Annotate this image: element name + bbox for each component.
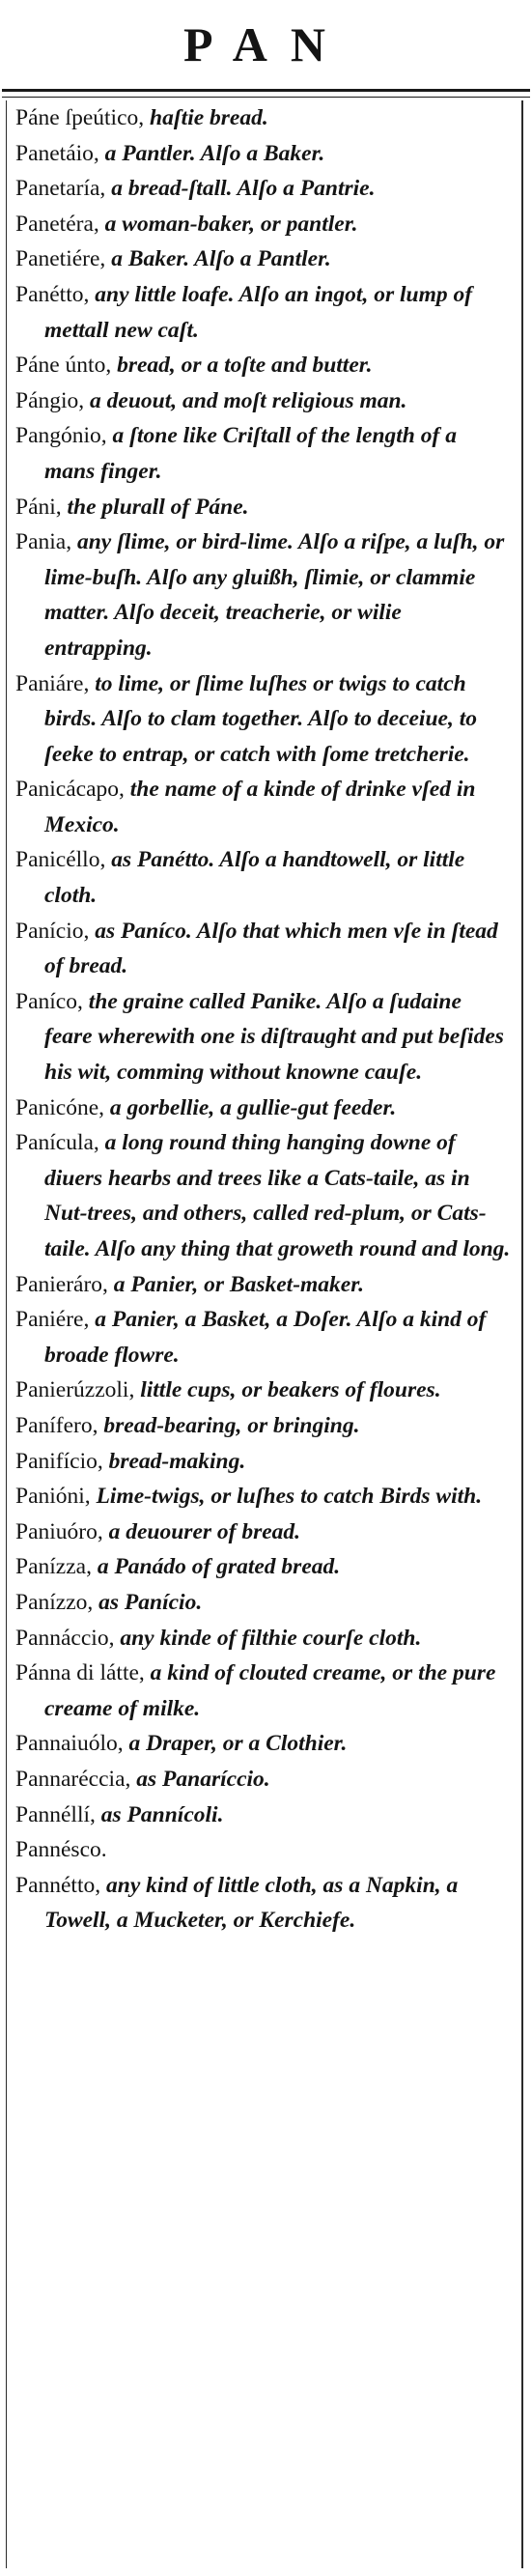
dictionary-entry xyxy=(15,1302,512,1373)
entry-headword: Panetaría, xyxy=(15,176,106,202)
entry-headword: Panicóne, xyxy=(15,1094,105,1120)
dictionary-entry xyxy=(15,490,512,525)
entry-headword: Panetéra, xyxy=(15,211,99,237)
entry-headword: Pángio, xyxy=(15,387,85,413)
entry-definition: a Panier, or Basket-maker. xyxy=(107,1271,364,1297)
entry-definition: a Baker. Alſo a Pantler. xyxy=(105,246,331,272)
entry-definition: as Panétto. Alſo a handtowell, or little cloth. xyxy=(44,847,465,909)
entry-definition: Lime-twigs, or luſhes to catch Birds with. xyxy=(90,1484,483,1510)
entry-headword: Panífero, xyxy=(15,1412,98,1438)
entry-headword: Panicácapo, xyxy=(15,777,125,803)
entry-headword: Panieráro, xyxy=(15,1271,108,1297)
entry-definition: any ſlime, or bird-lime. Alſo a riſpe, a luſh, or lime-buſh. Alſo any gluißh, ſlimie, or clammie matter. Alſo deceit, treacherie, or wilie entrapping. xyxy=(44,529,505,661)
entry-headword: Panetiére, xyxy=(15,246,106,272)
entry-headword: Paniére, xyxy=(15,1307,90,1333)
entry-headword: Pánna di látte, xyxy=(15,1660,145,1686)
entry-definition: a woman-baker, or pantler. xyxy=(98,211,358,237)
dictionary-entry xyxy=(15,984,512,1090)
dictionary-entry xyxy=(15,1798,512,1833)
entry-headword: Panício, xyxy=(15,918,90,944)
entry-headword: Pania, xyxy=(15,529,72,555)
dictionary-entry xyxy=(15,772,512,842)
entry-headword: Páni, xyxy=(15,494,62,520)
entry-headword: Panícula, xyxy=(15,1130,99,1156)
entry-definition: the graine called Panike. Alſo a ſudaine feare wherewith one is diſtraught and put beſides his wit, comming without knowne cauſe. xyxy=(44,988,504,1086)
entry-definition: a deuout, and moſt religious man. xyxy=(84,387,407,413)
entry-definition: as Panício. xyxy=(93,1589,203,1615)
entry-definition: a Panier, a Basket, a Doſer. Alſo a kind of broade flowre. xyxy=(44,1307,487,1368)
entry-headword: Panétto, xyxy=(15,281,90,307)
dictionary-entry xyxy=(15,383,512,419)
entry-definition: a bread-ſtall. Alſo a Pantrie. xyxy=(105,176,376,202)
entry-definition: haſtie bread. xyxy=(144,105,268,130)
entry-definition: a deuourer of bread. xyxy=(102,1518,301,1544)
dictionary-entry xyxy=(15,1408,512,1444)
dictionary-entry xyxy=(15,1549,512,1585)
entry-headword: Pannaiuólo, xyxy=(15,1731,124,1757)
dictionary-entry xyxy=(15,666,512,773)
entry-headword: Panetáio, xyxy=(15,140,99,166)
top-rule xyxy=(2,89,530,92)
dictionary-entry xyxy=(15,207,512,242)
entry-headword: Panierúzzoli, xyxy=(15,1377,135,1403)
entry-headword: Paniuóro, xyxy=(15,1518,103,1544)
entry-definition: bread-bearing, or bringing. xyxy=(98,1412,360,1438)
entry-definition: as Pannícoli. xyxy=(95,1801,224,1827)
dictionary-entry xyxy=(15,348,512,383)
dictionary-entry xyxy=(15,1514,512,1550)
entry-definition: the name of a kinde of drinke vſed in Mexico. xyxy=(44,777,476,837)
dictionary-entry xyxy=(15,100,512,136)
entry-definition: a gorbellie, a gullie-gut feeder. xyxy=(104,1094,397,1120)
dictionary-entry xyxy=(15,1621,512,1656)
dictionary-entry xyxy=(15,1373,512,1408)
right-column-rule xyxy=(521,100,523,2568)
entry-definition: any little loafe. Alſo an ingot, or lump of mettall new caſt. xyxy=(44,281,473,343)
dictionary-entry xyxy=(15,842,512,913)
dictionary-entry xyxy=(15,1762,512,1798)
dictionary-entry xyxy=(15,1832,512,1868)
entry-headword: Pannétto, xyxy=(15,1872,101,1898)
dictionary-entry xyxy=(15,136,512,172)
entry-headword: Páne ſpeútico, xyxy=(15,105,145,130)
dictionary-entry xyxy=(15,1267,512,1303)
entry-headword: Panióni, xyxy=(15,1484,91,1510)
entry-definition: the plurall of Páne. xyxy=(61,494,249,520)
entry-list xyxy=(15,100,512,2573)
entry-headword: Panízzo, xyxy=(15,1589,94,1615)
top-rule-inner xyxy=(2,97,530,98)
entry-definition: a long round thing hanging downe of diuers hearbs and trees like a Cats-taile, as in Nut-trees, and others, called red-plum, or Cats-taile. Alſo any thing that groweth round and long. xyxy=(44,1130,511,1261)
dictionary-entry xyxy=(15,1726,512,1762)
entry-definition: a Draper, or a Clothier. xyxy=(123,1731,348,1757)
entry-headword: Pannésco. xyxy=(15,1837,107,1863)
entry-headword: Pannéllí, xyxy=(15,1801,96,1827)
entry-headword: Paniáre, xyxy=(15,670,90,696)
dictionary-entry xyxy=(15,914,512,984)
entry-definition: little cups, or beakers of floures. xyxy=(134,1377,441,1403)
dictionary-entry xyxy=(15,1868,512,1939)
entry-definition: a Panádo of grated bread. xyxy=(91,1554,341,1580)
entry-definition: as Panaríccio. xyxy=(130,1766,270,1792)
entry-headword: Panízza, xyxy=(15,1554,92,1580)
dictionary-entry xyxy=(15,1585,512,1621)
dictionary-entry xyxy=(15,1656,512,1726)
dictionary-entry xyxy=(15,1090,512,1126)
entry-headword: Páne únto, xyxy=(15,353,112,379)
entry-headword: Pannaréccia, xyxy=(15,1766,131,1792)
entry-headword: Paníco, xyxy=(15,988,83,1014)
dictionary-entry xyxy=(15,1479,512,1514)
entry-definition: a ſtone like Criſtall of the length of a mans finger. xyxy=(44,423,457,484)
entry-definition: bread, or a toſte and butter. xyxy=(111,353,373,379)
entry-definition: as Paníco. Alſo that which men vſe in ſtead of bread. xyxy=(44,918,498,979)
entry-definition: a kind of clouted creame, or the pure creame of milke. xyxy=(44,1660,496,1721)
entry-definition: to lime, or ſlime luſhes or twigs to catch birds. Alſo to clam together. Alſo to deceiue, to ſeeke to entrap, or catch with ſome tretcherie. xyxy=(44,670,477,767)
entry-definition: any kind of little cloth, as a Napkin, a Towell, a Mucketer, or Kerchiefe. xyxy=(44,1872,459,1934)
entry-headword: Panifício, xyxy=(15,1448,103,1474)
dictionary-entry xyxy=(15,1125,512,1266)
running-head: PAN xyxy=(182,17,350,71)
dictionary-entry xyxy=(15,171,512,207)
left-column-rule xyxy=(6,100,7,2568)
dictionary-entry xyxy=(15,241,512,277)
entry-headword: Pannáccio, xyxy=(15,1625,115,1651)
entry-definition: a Pantler. Alſo a Baker. xyxy=(98,140,325,166)
dictionary-entry xyxy=(15,277,512,348)
entry-headword: Pangónio, xyxy=(15,423,107,449)
dictionary-entry xyxy=(15,524,512,665)
entry-definition: any kinde of filthie courſe cloth. xyxy=(114,1625,422,1651)
dictionary-entry xyxy=(15,418,512,489)
dictionary-entry xyxy=(15,1444,512,1480)
entry-definition: bread-making. xyxy=(102,1448,246,1474)
entry-headword: Panicéllo, xyxy=(15,847,106,873)
